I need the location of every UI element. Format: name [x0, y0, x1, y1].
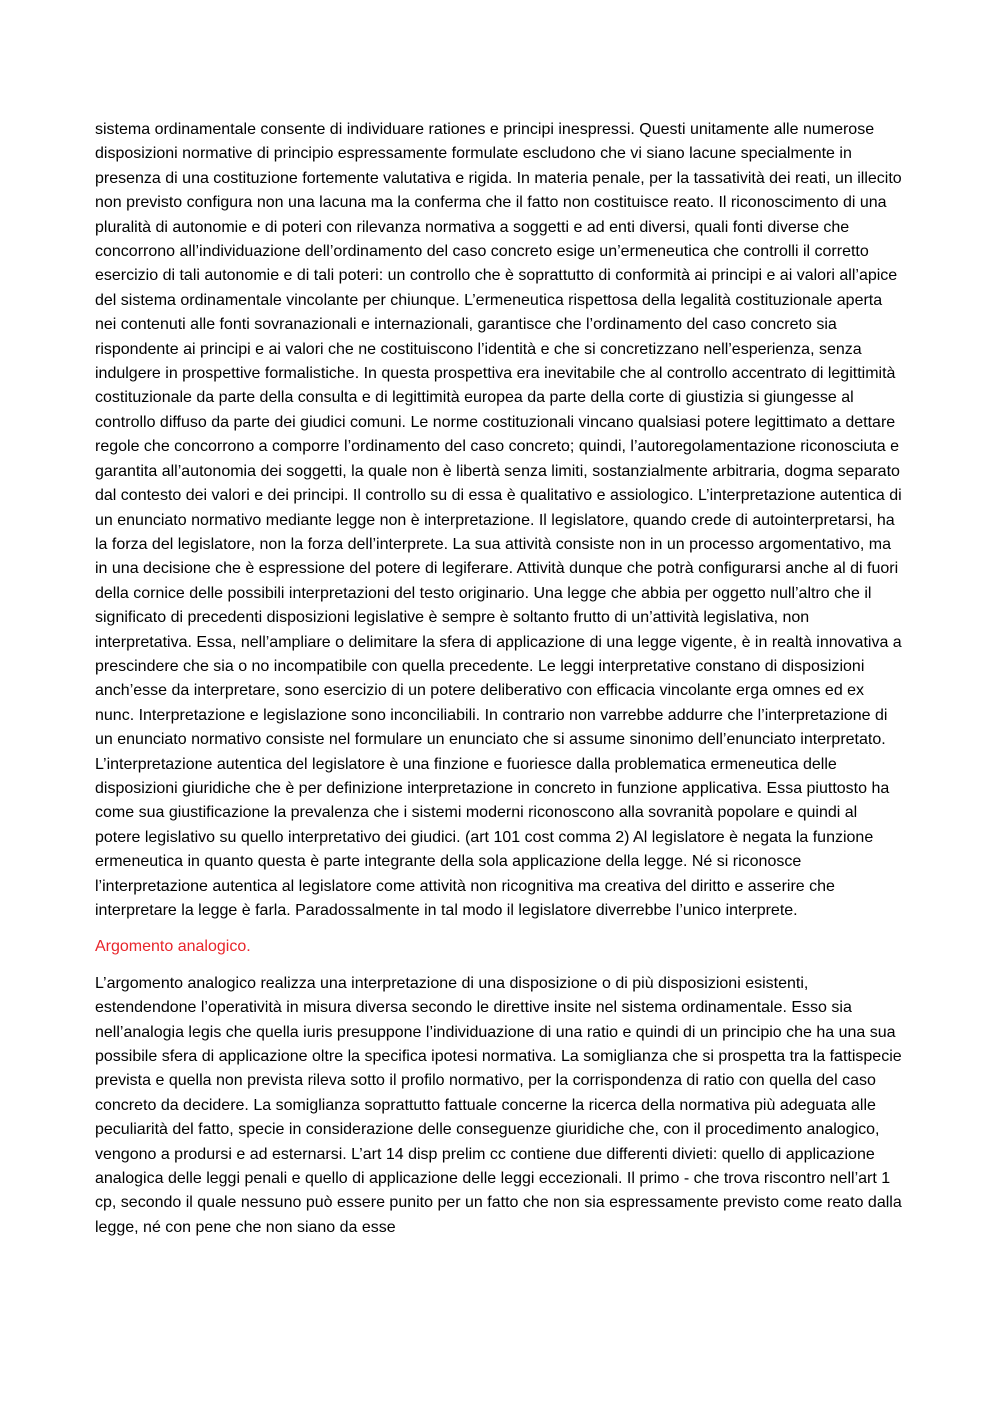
body-paragraph-1: sistema ordinamentale consente di individuare rationes e principi inespressi. Questi unitamente alle numerose disposizioni normative di principio espressamente formulate escludono che vi siano lacune specialmente in presenza di una costituzione fortemente valutativa e rigida. In materia penale, per la tassatività dei reati, un illecito non previsto configura non una lacuna ma la conferma che il fatto non costituisce reato. Il riconoscimento di una pluralità di autonomie e di poteri con rilevanza normativa a soggetti e ad enti diversi, quali fonti diverse che concorrono all’individuazione dell’ordinamento del caso concreto esige un’ermeneutica che controlli il corretto esercizio di tali autonomie e di tali poteri: un controllo che è soprattutto di conformità ai principi e ai valori all’apice del sistema ordinamentale vincolante per chiunque. L’ermeneutica rispettosa della legalità costituzionale aperta nei contenuti alle fonti sovranazionali e internazionali, garantisce che l’ordinamento del caso concreto sia rispondente ai principi e ai valori che ne costituiscono l’identità e che si concretizzano nell’esperienza, senza indulgere in prospettive formalistiche. In questa prospettiva era inevitabile che al controllo accentrato di legittimità costituzionale da parte della consulta e di legittimità europea da parte della corte di giustizia si giungesse al controllo diffuso da parte dei giudici comuni. Le norme costituzionali vincano qualsiasi potere legittimato a dettare regole che concorrono a comporre l’ordinamento del caso concreto; quindi, l’autoregolamentazione riconosciuta e garantita all’autonomia dei soggetti, la quale non è libertà senza limiti, sostanzialmente arbitraria, dogma separato dal contesto dei valori e dei principi. Il controllo su di essa è qualitativo e assiologico. L’interpretazione autentica di un enunciato normativo mediante legge non è interpretazione. Il legislatore, quando crede di autointerpretarsi, ha la forza del legislatore, non la forza dell’interprete. La sua attività consiste non in un processo argomentativo, ma in una decisione che è espressione del potere di legiferare. Attività dunque che potrà configurarsi anche al di fuori della cornice delle possibili interpretazioni del testo originario. Una legge che abbia per oggetto null’altro che il significato di precedenti disposizioni legislative è sempre è soltanto frutto di un’attività legislativa, non interpretativa. Essa, nell’ampliare o delimitare la sfera di applicazione di una legge vigente, è in realtà innovativa a prescindere che sia o no incompatibile con quella precedente. Le leggi interpretative constano di disposizioni anch’esse da interpretare, sono esercizio di un potere deliberativo con efficacia vincolante erga omnes ed ex nunc. Interpretazione e legislazione sono inconciliabili. In contrario non varrebbe addurre che l’interpretazione di un enunciato normativo consiste nel formulare un enunciato che si assume sinonimo dell’enunciato interpretato. L’interpretazione autentica del legislatore è una finzione e fuoriesce dalla problematica ermeneutica delle disposizioni giuridiche che è per definizione interpretazione in concreto in funzione applicativa. Essa piuttosto ha come sua giustificazione la prevalenza che i sistemi moderni riconoscono alla sovranità popolare e quindi al potere legislativo su quello interpretativo dei giudici. (art 101 cost comma 2) Al legislatore è negata la funzione ermeneutica in quanto questa è parte integrante della sola applicazione della legge. Né si riconosce l’interpretazione autentica al legislatore come attività non ricognitiva ma creativa del diritto e asserire che interpretare la legge è farla. Paradossalmente in tal modo il legislatore diverrebbe l’unico interprete.: [95, 121, 902, 919]
document-page: [95, 118, 905, 1240]
body-paragraph-2: L’argomento analogico realizza una interpretazione di una disposizione o di più disposizioni esistenti, estendendone l’operatività in misura diversa secondo le direttive insite nel sistema ordinamentale. Esso sia nell’analogia legis che quella iuris presuppone l’individuazione di una ratio e quindi di un principio che ha una sua possibile sfera di applicazione oltre la specifica ipotesi normativa. La somiglianza che si prospetta tra la fattispecie prevista e quella non prevista rileva sotto il profilo normativo, per la corrispondenza di ratio con quella del caso concreto da decidere. La somiglianza soprattutto fattuale concerne la ricerca della normativa più adeguata alle peculiarità del fatto, specie in considerazione delle conseguenze giuridiche che, con il procedimento analogico, vengono a prodursi e ad esternarsi. L’art 14 disp prelim cc contiene due differenti divieti: quello di applicazione analogica delle leggi penali e quello di applicazione delle leggi eccezionali. Il primo - che trova riscontro nell’art 1 cp, secondo il quale nessuno può essere punito per un fatto che non sia espressamente previsto come reato dalla legge, né con pene che non siano da esse: [95, 974, 902, 1236]
section-heading-argomento-analogico: Argomento analogico.: [95, 938, 251, 956]
